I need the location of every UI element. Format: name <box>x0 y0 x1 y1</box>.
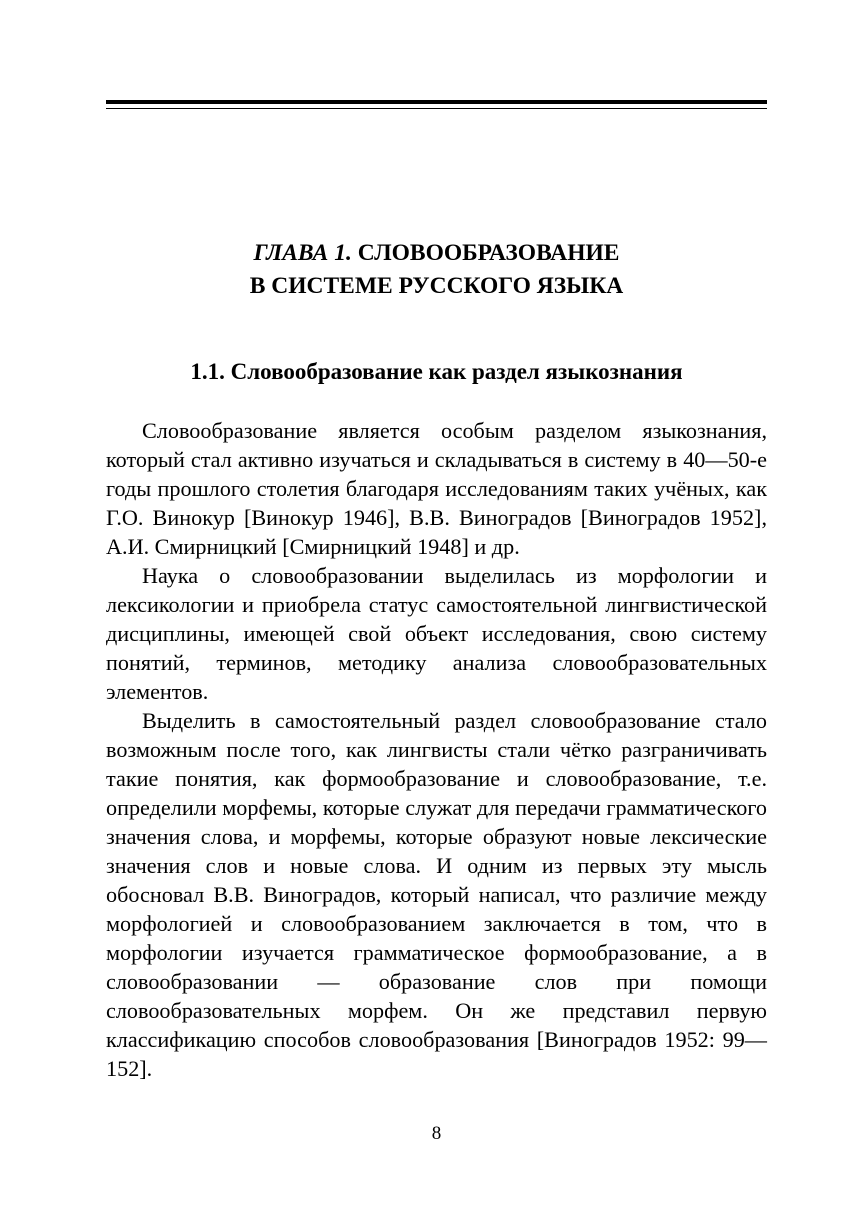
paragraph: Наука о словообразовании выделилась из морфологии и лексикологии и приобрела статус самостоятельной лингвистической дисциплины, имеющей свой объект исследования, свою систему понятий, терминов, методику анализа словообразовательных элементов. <box>106 563 767 704</box>
section-heading: 1.1. Словообразование как раздел языкознания <box>190 359 683 384</box>
chapter-title <box>106 237 767 303</box>
paragraph: Словообразование является особым разделом языкознания, который стал активно изучаться и складываться в систему в 40—50-е годы прошлого столетия благодаря исследованиям таких учёных, как Г.О. Винокур [Винокур 1946], В.В. Виноградов [Виноградов 1952], А.И. Смирницкий [Смирницкий 1948] и др. <box>106 418 767 559</box>
chapter-title-text: СЛОВООБРАЗОВАНИЕ <box>357 240 620 266</box>
header-rule-thick <box>106 100 767 104</box>
chapter-title-line-1 <box>106 237 767 270</box>
chapter-title-line-2: В СИСТЕМЕ РУССКОГО ЯЗЫКА <box>249 273 624 299</box>
page-number: 8 <box>431 1123 442 1144</box>
header-rule-thin <box>106 108 767 109</box>
chapter-label: ГЛАВА 1. <box>253 240 352 266</box>
body-text <box>106 416 767 1083</box>
paragraph: Выделить в самостоятельный раздел словообразование стало возможным после того, как лингвисты стали чётко разграничивать такие понятия, как формообразование и словообразование, т.е. определили морфемы, которые служат для передачи грамматического значения слова, и морфемы, которые образуют новые лексические значения слов и новые слова. И одним из первых эту мысль обосновал В.В. Виноградов, который написал, что различие между морфологией и словообразованием заключается в том, что в морфологии изучается грамматическое формообразование, а в словообразовании — образование слов при помощи словообразовательных морфем. Он же представил первую классификацию способов словообразования [Виноградов 1952: 99—152]. <box>106 708 767 1081</box>
